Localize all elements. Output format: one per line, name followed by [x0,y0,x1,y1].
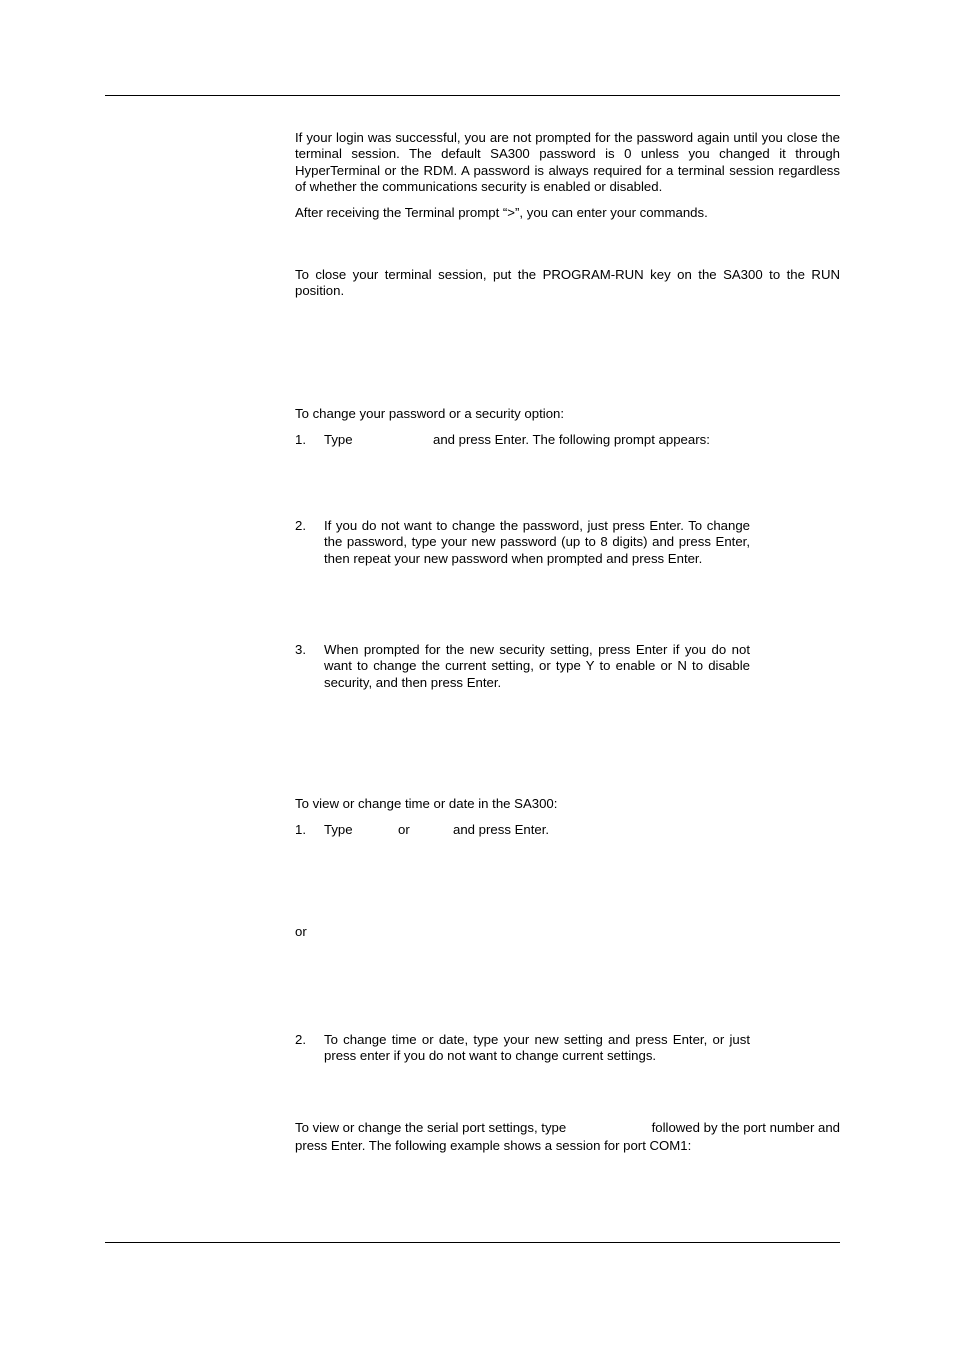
terminal-prompt-paragraph: After receiving the Terminal prompt “>”, you can enter your commands. [295,205,708,220]
step-text: When prompted for the new security setting, press Enter if you do not want to change the current setting, or type Y to enable or N to disable security, and then press Enter. [324,642,750,690]
step-text: If you do not want to change the password, just press Enter. To change the password, type your new password (up to 8 digits) and press Enter, then repeat your new password when prompted and press Enter. [324,518,750,566]
close-session-paragraph: To close your terminal session, put the PROGRAM-RUN key on the SA300 to the RUN position. [295,267,840,299]
step-type-label: Type [324,822,353,837]
serial-text-end: followed by the port number and [651,1120,840,1135]
step-number: 1. [295,432,306,447]
header-rule [105,95,840,96]
time-date-step-1 [295,822,840,839]
login-paragraph: If your login was successful, you are not prompted for the password again until you close the terminal session. The default SA300 password is 0 unless you changed it through HyperTerminal or the RDM. A password is always required for a terminal session regardless of whether the communications security is enabled or disabled. [295,130,840,194]
step-number: 2. [295,518,306,533]
step-text: To change time or date, type your new setting and press Enter, or just press enter if you do not want to change current settings. [324,1032,750,1064]
password-step-1 [295,432,840,449]
serial-text-start: To view or change the serial port settings, type [295,1120,567,1135]
password-intro: To change your password or a security option: [295,406,565,421]
footer-rule [105,1242,840,1243]
step-text: and press Enter. The following prompt appears: [433,432,710,447]
time-date-step-2 [295,1032,750,1066]
time-date-intro: To view or change time or date in the SA300: [295,796,558,811]
step-number: 2. [295,1032,306,1047]
password-step-3 [295,642,750,692]
step-number: 3. [295,642,306,657]
step-text: and press Enter. [453,822,550,837]
step-number: 1. [295,822,306,837]
step-or-label: or [398,822,410,837]
serial-line-2: press Enter. The following example shows a session for port COM1: [295,1138,692,1153]
serial-line-1 [295,1120,840,1137]
password-step-2 [295,518,750,584]
step-type-label: Type [324,432,353,447]
or-separator: or [295,924,307,939]
